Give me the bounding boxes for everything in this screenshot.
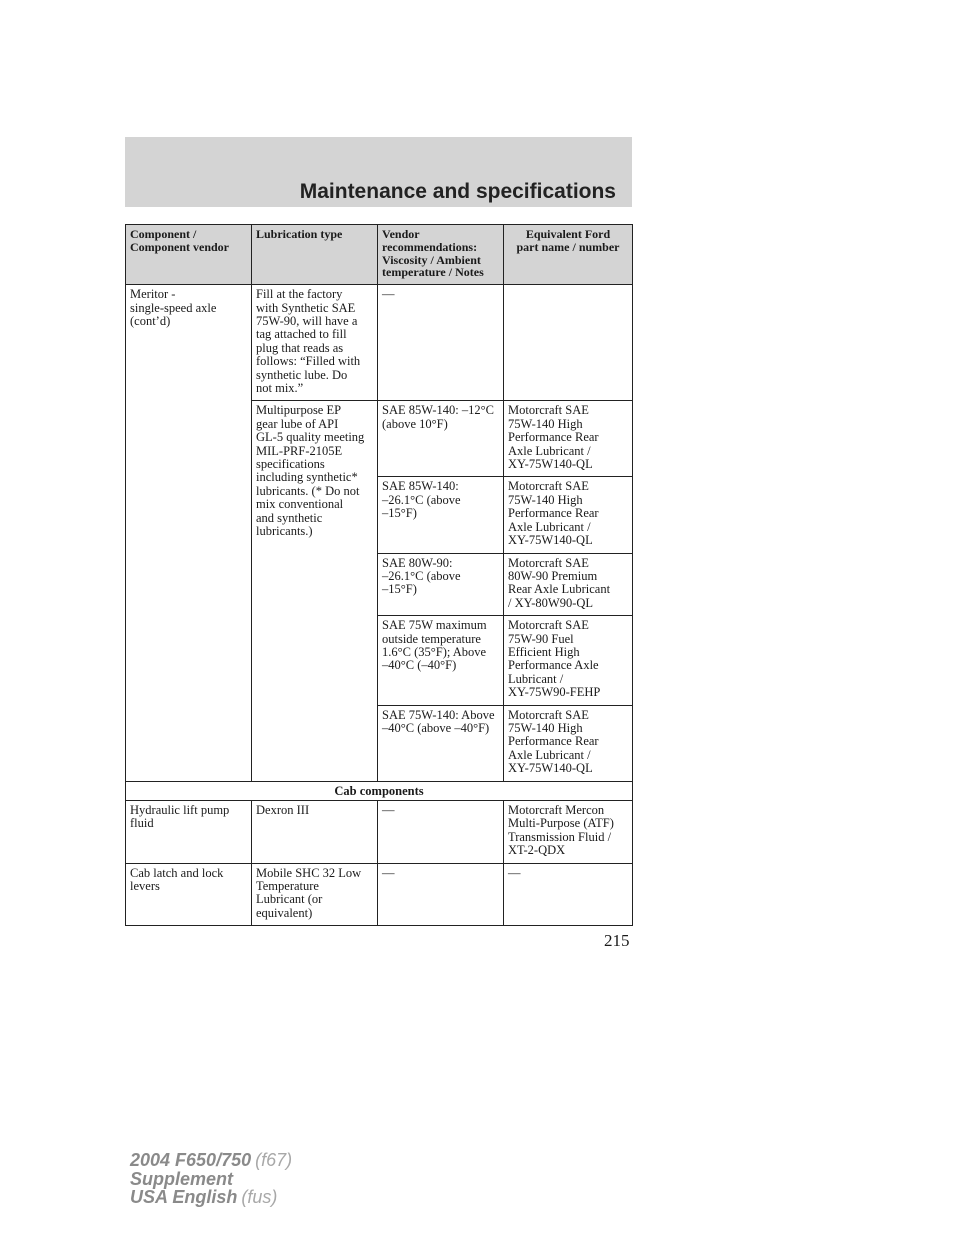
table-row bbox=[126, 801, 633, 864]
footer-language: USA English bbox=[130, 1187, 238, 1207]
cell-ford-part: Motorcraft SAE 75W-140 High Performance Rear Axle Lubricant / XY-75W140-QL bbox=[504, 705, 633, 781]
cell-vendor: SAE 80W-90: –26.1°C (above –15°F) bbox=[378, 553, 504, 616]
footer-model-code: (f67) bbox=[255, 1150, 293, 1170]
section-row-cab-components bbox=[126, 781, 633, 800]
col-header-lubrication: Lubrication type bbox=[252, 225, 378, 285]
cell-component: Cab latch and lock levers bbox=[126, 863, 252, 926]
cell-lubrication: Mobile SHC 32 Low Temperature Lubricant (or equivalent) bbox=[252, 863, 378, 926]
cell-ford-part: Motorcraft Mercon Multi-Purpose (ATF) Transmission Fluid / XT-2-QDX bbox=[504, 801, 633, 864]
cell-ford-part: Motorcraft SAE 80W-90 Premium Rear Axle Lubricant / XY-80W90-QL bbox=[504, 553, 633, 616]
cell-ford-part: Motorcraft SAE 75W-140 High Performance Rear Axle Lubricant / XY-75W140-QL bbox=[504, 401, 633, 477]
table-header-row bbox=[126, 225, 633, 285]
cell-ford-part: Motorcraft SAE 75W-140 High Performance Rear Axle Lubricant / XY-75W140-QL bbox=[504, 477, 633, 553]
cell-ford-part: Motorcraft SAE 75W-90 Fuel Efficient High Performance Axle Lubricant / XY-75W90-FEHP bbox=[504, 616, 633, 705]
cell-component: Meritor - single-speed axle (cont’d) bbox=[126, 285, 252, 781]
cell-lubrication: Dexron III bbox=[252, 801, 378, 864]
section-heading: Cab components bbox=[126, 781, 633, 800]
page-number: 215 bbox=[604, 931, 630, 950]
cell-vendor: SAE 75W-140: Above –40°C (above –40°F) bbox=[378, 705, 504, 781]
footer-language-code: (fus) bbox=[241, 1187, 278, 1207]
cell-ford-part: — bbox=[504, 863, 633, 926]
table-row bbox=[126, 863, 633, 926]
cell-vendor: SAE 85W-140: –26.1°C (above –15°F) bbox=[378, 477, 504, 553]
footer-doc-type: Supplement bbox=[130, 1168, 234, 1189]
lubricant-spec-table bbox=[125, 224, 633, 926]
section-title: Maintenance and specifications bbox=[299, 180, 616, 203]
cell-lubrication: Multipurpose EP gear lube of API GL-5 quality meeting MIL-PRF-2105E specifications including synthetic* lubricants. (* Do not mix conventional and synthetic lubricants.) bbox=[252, 401, 378, 781]
cell-vendor: — bbox=[378, 801, 504, 864]
footer-model: 2004 F650/750 bbox=[130, 1150, 252, 1170]
cell-vendor: — bbox=[378, 863, 504, 926]
cell-lubrication: Fill at the factory with Synthetic SAE 75W-90, will have a tag attached to fill plug that reads as follows: “Filled with synthetic lube. Do not mix.” bbox=[252, 285, 378, 401]
col-header-component: Component / Component vendor bbox=[126, 225, 252, 285]
table-row bbox=[126, 285, 633, 401]
cell-vendor: — bbox=[378, 285, 504, 401]
cell-component: Hydraulic lift pump fluid bbox=[126, 801, 252, 864]
cell-ford-part bbox=[504, 285, 633, 401]
cell-vendor: SAE 85W-140: –12°C (above 10°F) bbox=[378, 401, 504, 477]
document-footer bbox=[130, 1151, 292, 1207]
header-band bbox=[125, 137, 632, 207]
col-header-ford-part: Equivalent Ford part name / number bbox=[504, 225, 633, 285]
col-header-vendor: Vendor recommendations: Viscosity / Ambient temperature / Notes bbox=[378, 225, 504, 285]
cell-vendor: SAE 75W maximum outside temperature 1.6°C (35°F); Above –40°C (–40°F) bbox=[378, 616, 504, 705]
